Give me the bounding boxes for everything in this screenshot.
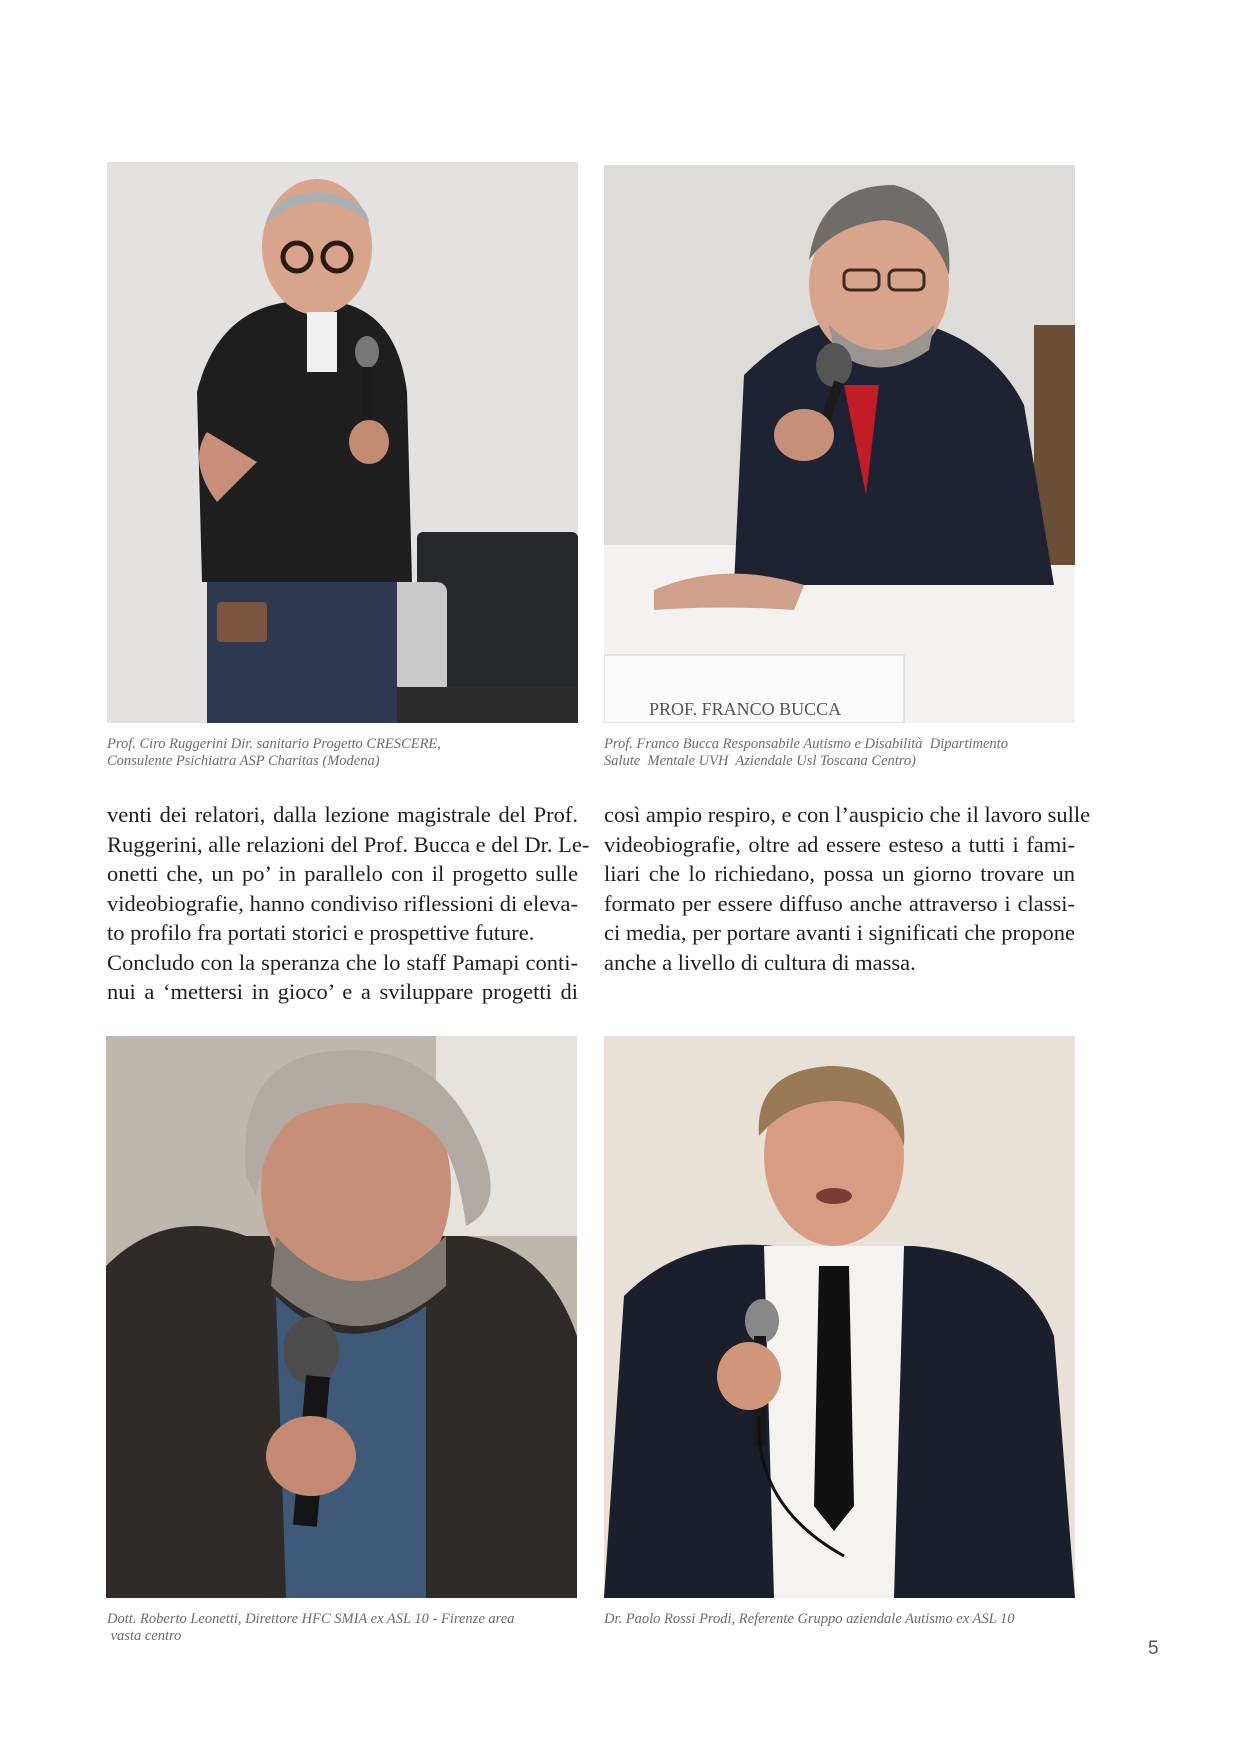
text-line: venti dei relatori, dalla lezione magistrale del Prof. — [107, 802, 578, 827]
photo-ruggerini — [107, 162, 578, 723]
text-line: videobiografie, oltre ad essere esteso a tutti i fami- — [604, 831, 1075, 857]
body-text-right-column — [604, 800, 1091, 977]
caption-rossi-prodi — [604, 1611, 1075, 1628]
text-line: così ampio respiro, e con l’auspicio che il lavoro sulle — [604, 802, 1091, 827]
text-line: nui a ‘mettersi in gioco’ e a sviluppare progetti di — [107, 979, 578, 1004]
text-line: Concludo con la speranza che lo staff Pamapi conti- — [107, 949, 578, 975]
caption-bucca — [604, 736, 1075, 770]
text-line: formato per essere diffuso anche attraverso i classi- — [604, 890, 1075, 916]
caption-line: Consulente Psichiatra ASP Charitas (Modena) — [107, 753, 380, 769]
caption-leonetti — [107, 1611, 578, 1645]
photo-leonetti — [106, 1036, 577, 1598]
photo-leonetti-image — [106, 1036, 577, 1598]
text-line: anche a livello di cultura di massa. — [604, 949, 916, 975]
text-line: onetti che, un po’ in parallelo con il progetto sulle — [107, 861, 578, 886]
svg-text:PROF. FRANCO BUCCA: PROF. FRANCO BUCCA — [649, 699, 842, 719]
caption-line: Salute Mentale UVH Aziendale Usl Toscana Centro) — [604, 753, 916, 769]
photo-bucca-image — [604, 165, 1075, 723]
body-text-left-column — [107, 800, 590, 1007]
text-line: videobiografie, hanno condiviso riflessioni di eleva- — [107, 890, 578, 916]
text-line: Ruggerini, alle relazioni del Prof. Bucca e del Dr. Le- — [107, 831, 590, 857]
caption-line: vasta centro — [107, 1628, 182, 1644]
text-line: liari che lo richiedano, possa un giorno trovare un — [604, 861, 1075, 886]
text-line: to profilo fra portati storici e prospettive future. — [107, 920, 535, 945]
caption-line: Dr. Paolo Rossi Prodi, Referente Gruppo aziendale Autismo ex ASL 10 — [604, 1611, 1015, 1627]
photo-rossi-prodi-image — [604, 1036, 1075, 1598]
text-line: ci media, per portare avanti i significati che propone — [604, 920, 1075, 945]
photo-rossi-prodi — [604, 1036, 1075, 1598]
photo-ruggerini-image — [107, 162, 578, 723]
page-number: 5 — [1148, 1638, 1159, 1659]
caption-line: Prof. Ciro Ruggerini Dir. sanitario Progetto CRESCERE, — [107, 736, 441, 752]
caption-line: Prof. Franco Bucca Responsabile Autismo e Disabilità Dipartimento — [604, 736, 1008, 752]
photo-bucca — [604, 165, 1075, 723]
caption-ruggerini — [107, 736, 578, 770]
caption-line: Dott. Roberto Leonetti, Direttore HFC SMIA ex ASL 10 - Firenze area — [107, 1611, 515, 1627]
